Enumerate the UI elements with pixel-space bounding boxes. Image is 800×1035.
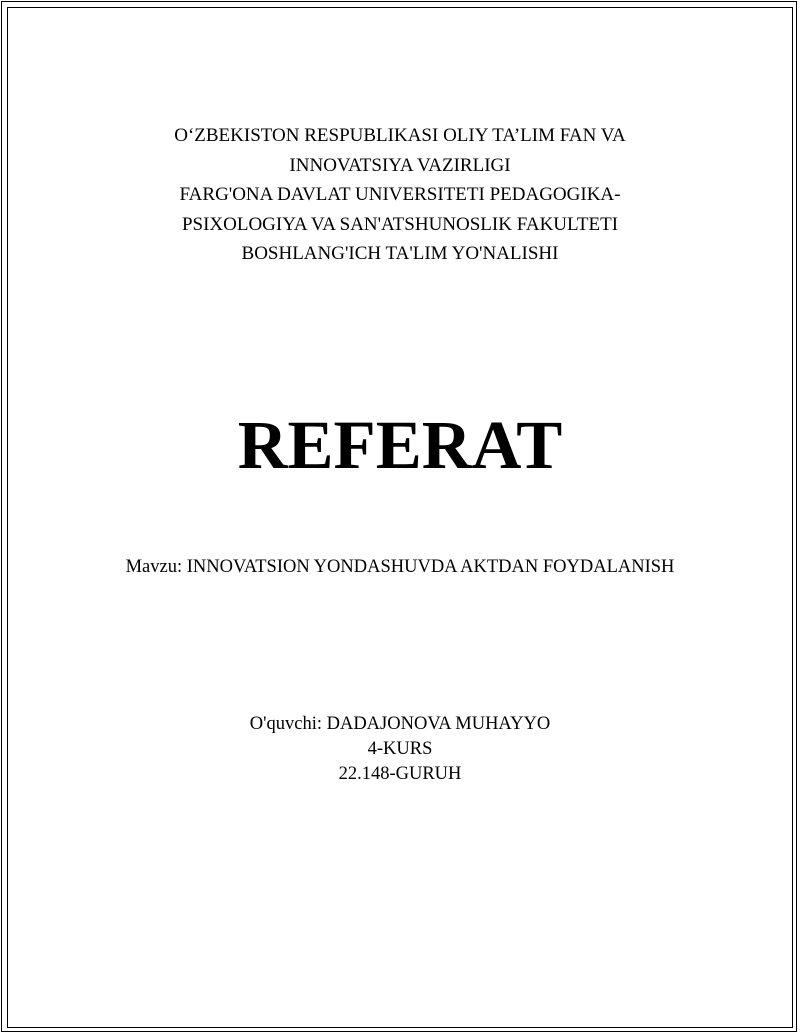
document-title: REFERAT: [237, 407, 563, 483]
header-line-ministry-2: INNOVATSIYA VAZIRLIGI: [289, 154, 511, 176]
header-line-university-1: FARG'ONA DAVLAT UNIVERSITETI PEDAGOGIKA-: [179, 184, 621, 205]
header-line-ministry-1: O‘ZBEKISTON RESPUBLIKASI OLIY TA’LIM FAN VA: [174, 125, 626, 146]
topic-line: Mavzu: INNOVATSION YONDASHUVDA AKTDAN FOYDALANISH: [125, 557, 675, 577]
student-info: [0, 712, 800, 787]
student-group: 22.148-GURUH: [338, 764, 462, 784]
header-line-department: BOSHLANG'ICH TA'LIM YO'NALISHI: [241, 243, 559, 264]
header-line-university-2: PSIXOLOGIYA VA SAN'ATSHUNOSLIK FAKULTETI: [181, 213, 619, 235]
student-name: O'quvchi: DADAJONOVA MUHAYYO: [249, 714, 551, 734]
student-course: 4-KURS: [367, 739, 433, 759]
institution-header: [0, 121, 800, 269]
